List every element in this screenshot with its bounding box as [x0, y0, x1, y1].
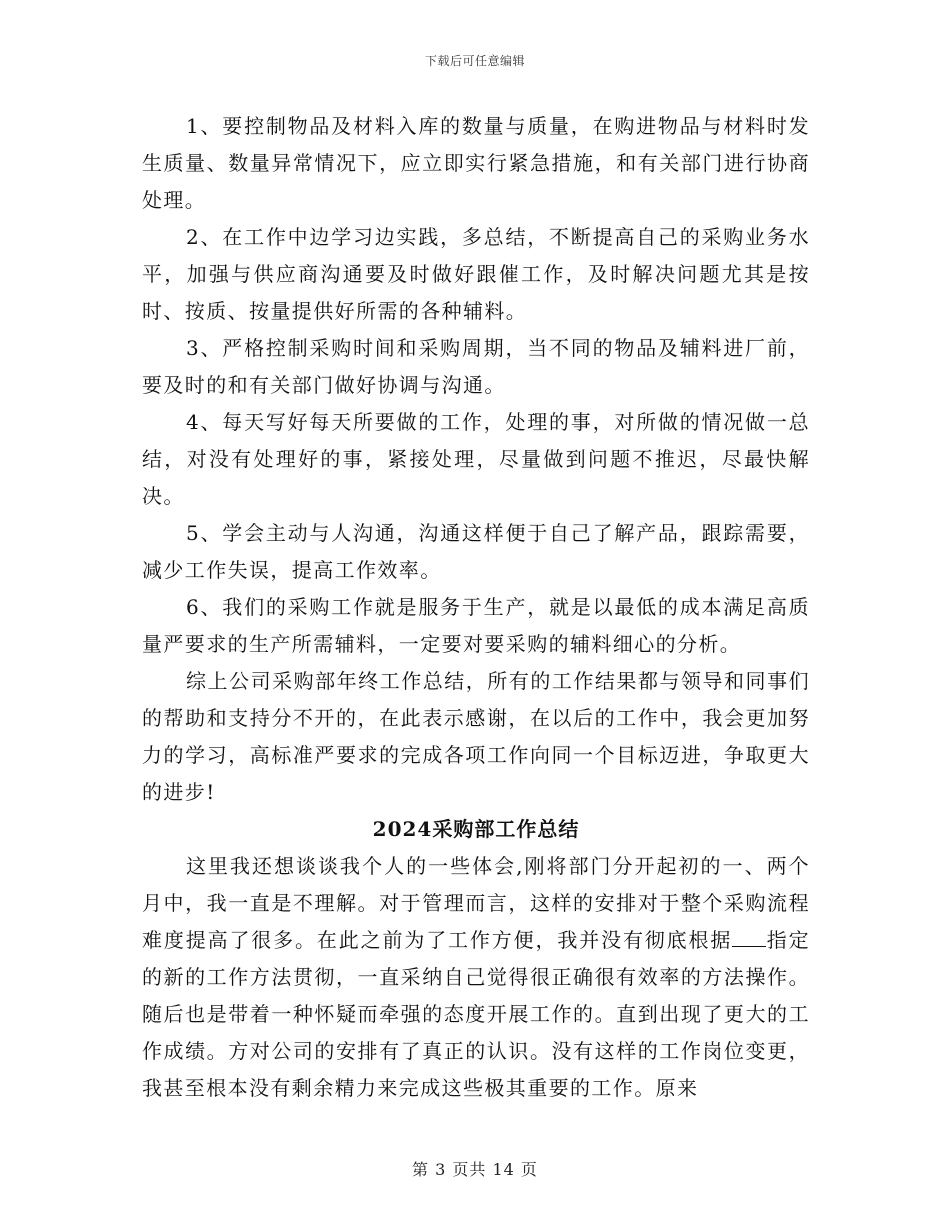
section-title: 2024采购部工作总结: [372, 817, 580, 841]
document-body: [142, 108, 810, 1107]
page-number: 第 3 页共 14 页: [412, 1160, 538, 1179]
paragraph-item-1: 1、要控制物品及材料入库的数量与质量，在购进物品与材料时发生质量、数量异常情况下，应立即实行紧急措施，和有关部门进行协商处理。: [142, 114, 810, 212]
paragraph-item-2: 2、在工作中边学习边实践，多总结，不断提高自己的采购业务水平，加强与供应商沟通要及时做好跟催工作，及时解决问题尤其是按时、按质、按量提供好所需的各种辅料。: [142, 225, 810, 323]
paragraph-item-3: 3、严格控制采购时间和采购周期，当不同的物品及辅料进厂前，要及时的和有关部门做好协调与沟通。: [142, 336, 810, 397]
experience-text-part1: 这里我还想谈谈我个人的一些体会,刚将部门分开起初的一、两个月中，我一直是不理解。对于管理而言，这样的安排对于整个采购流程难度提高了很多。在此之前为了工作方便，我并没有彻底根据: [142, 854, 810, 952]
paragraph-item-4: 4、每天写好每天所要做的工作，处理的事，对所做的情况做一总结，对没有处理好的事，紧接处理，尽量做到问题不推迟，尽最快解决。: [142, 410, 810, 508]
summary-paragraph: 综上公司采购部年终工作总结，所有的工作结果都与领导和同事们的帮助和支持分不开的，在此表示感谢，在以后的工作中，我会更加努力的学习，高标准严要求的完成各项工作向同一个目标迈进，争取更大的进步!: [142, 669, 810, 804]
paragraph-item-6: 6、我们的采购工作就是服务于生产，就是以最低的成本满足高质量严要求的生产所需辅料，一定要对要采购的辅料细心的分析。: [142, 595, 810, 656]
experience-text-part2: 指定的新的工作方法贯彻，一直采纳自己觉得很正确很有效率的方法操作。随后也是带着一种怀疑而牵强的态度开展工作的。直到出现了更大的工作成绩。方对公司的安排有了真正的认识。没有这样的工作岗位变更，我甚至根本没有剩余精力来完成这些极其重要的工作。原来: [142, 928, 810, 1100]
paragraph-item-5: 5、学会主动与人沟通，沟通这样便于自己了解产品，跟踪需要，减少工作失误，提高工作效率。: [142, 521, 810, 582]
fill-in-blank: [732, 928, 766, 947]
page-header: 下载后可任意编辑: [424, 54, 525, 68]
experience-paragraph: [142, 848, 810, 1107]
